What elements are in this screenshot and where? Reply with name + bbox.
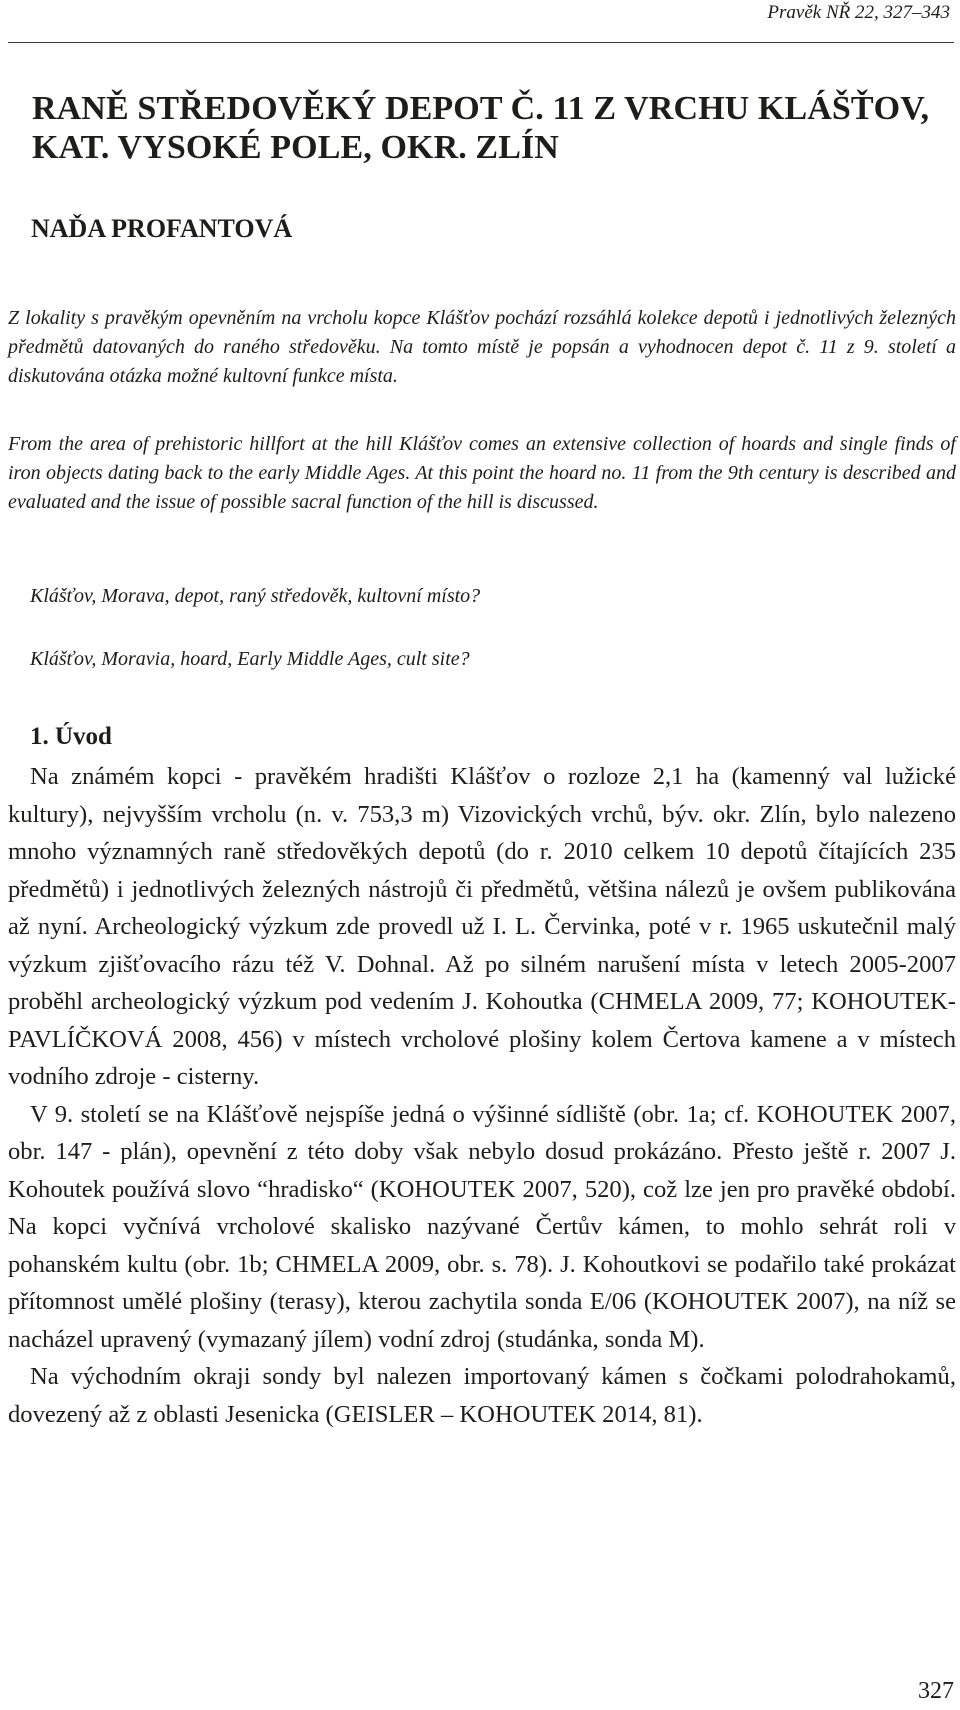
section-title: Úvod — [55, 723, 112, 750]
article-title: RANĚ STŘEDOVĚKÝ DEPOT Č. 11 Z VRCHU KLÁŠŤOV, KAT. VYSOKÉ POLE, OKR. ZLÍN — [32, 90, 930, 166]
body-paragraph: Na známém kopci - pravěkém hradišti Klášťov o rozloze 2,1 ha (kamenný val lužické kultury), nejvyšším vrcholu (n. v. 753,3 m) Vizovických vrchů, býv. okr. Zlín, bylo nalezeno mnoho významných raně středověkých depotů (do r. 2010 celkem 10 depotů čítajících 235 předmětů) i jednotlivých železných nástrojů či předmětů, většina nálezů je ovšem publikována až nyní. Archeologický výzkum zde provedl už I. L. Červinka, poté v r. 1965 uskutečnil malý výzkum zjišťovacího rázu též V. Dohnal. Až po silném narušení místa v letech 2005-2007 proběhl archeologický výzkum pod vedením J. Kohoutka (CHMELA 2009, 77; KOHOUTEK-PAVLÍČKOVÁ 2008, 456) v místech vrcholové plošiny kolem Čertova kamene a v místech vodního zdroje - cisterny. — [8, 763, 956, 1090]
body-text — [8, 758, 956, 1433]
abstract-english: From the area of prehistoric hillfort at the hill Klášťov comes an extensive collection of hoards and single finds of iron objects dating back to the early Middle Ages. At this point the hoard no. 11 from the 9th century is described and evaluated and the issue of possible sacral function of the hill is discussed. — [8, 433, 956, 513]
article-author: NAĎA PROFANTOVÁ — [31, 214, 293, 243]
keywords-czech: Klášťov, Morava, depot, raný středověk, kultovní místo? — [30, 585, 481, 607]
abstract-czech: Z lokality s pravěkým opevněním na vrcholu kopce Klášťov pochází rozsáhlá kolekce depotů i jednotlivých železných předmětů datovaných do raného středověku. Na tomto místě je popsán a vyhodnocen depot č. 11 z 9. století a diskutována otázka možné kultovní funkce místa. — [8, 307, 956, 387]
section-heading — [30, 722, 112, 752]
keywords-english: Klášťov, Moravia, hoard, Early Middle Ages, cult site? — [30, 648, 470, 670]
journal-reference: Pravěk NŘ 22, 327–343 — [767, 2, 950, 23]
body-paragraph: V 9. století se na Klášťově nejspíše jedná o výšinné sídliště (obr. 1a; cf. KOHOUTEK 2007, obr. 147 - plán), opevnění z této doby však nebylo dosud prokázáno. Přesto ještě r. 2007 J. Kohoutek používá slovo “hradisko“ (KOHOUTEK 2007, 520), což lze jen pro pravěké období. Na kopci vyčnívá vrcholové skalisko nazývané Čertův kámen, to mohlo sehrát roli v pohanském kultu (obr. 1b; CHMELA 2009, obr. s. 78). J. Kohoutkovi se podařilo také prokázat přítomnost umělé plošiny (terasy), kterou zachytila sonda E/06 (KOHOUTEK 2007), na níž se nacházel upravený (vymazaný jílem) vodní zdroj (studánka, sonda M). — [8, 1100, 956, 1353]
running-header — [8, 0, 954, 43]
page-number: 327 — [918, 1678, 954, 1704]
section-number: 1. — [30, 723, 49, 750]
body-paragraph: Na východním okraji sondy byl nalezen importovaný kámen s čočkami polodrahokamů, dovezený až z oblasti Jesenicka (GEISLER – KOHOUTEK 2014, 81). — [8, 1363, 956, 1428]
